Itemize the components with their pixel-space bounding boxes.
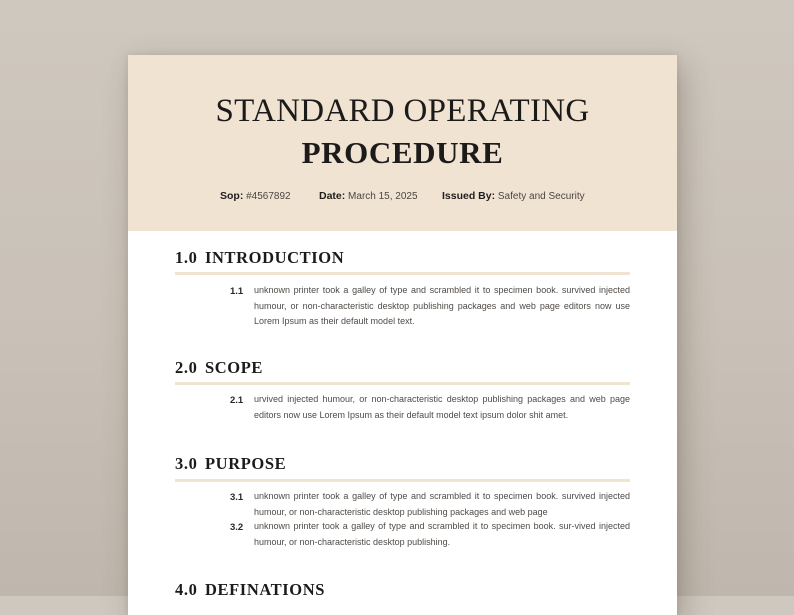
document-title-line1: STANDARD OPERATING xyxy=(215,93,590,129)
meta-date xyxy=(319,188,418,204)
section-title: INTRODUCTION xyxy=(205,248,345,267)
meta-sop-label: Sop: xyxy=(220,190,244,202)
meta-sop-value: #4567892 xyxy=(246,191,291,202)
meta-sop xyxy=(220,188,291,204)
section-divider xyxy=(175,382,630,385)
section-heading-scope xyxy=(175,357,263,379)
section-title: SCOPE xyxy=(205,358,264,377)
document-header xyxy=(128,55,677,231)
section-title: DEFINATIONS xyxy=(205,580,325,599)
meta-date-value: March 15, 2025 xyxy=(348,191,418,202)
section-title: PURPOSE xyxy=(205,454,287,473)
item-text: unknown printer took a galley of type and scrambled it to specimen book. survived injected humour, or non-characteristic desktop publishing packages and web page xyxy=(254,491,630,517)
item-number: 1.1 xyxy=(230,286,244,297)
item-number: 3.2 xyxy=(230,522,244,533)
document-title-line2: PROCEDURE xyxy=(301,135,504,170)
item-number: 2.1 xyxy=(230,395,244,406)
section-number: 3.0 xyxy=(175,454,198,473)
section-number: 4.0 xyxy=(175,580,198,599)
section-divider xyxy=(175,272,630,275)
meta-issued-label: Issued By: xyxy=(442,190,496,202)
section-number: 1.0 xyxy=(175,248,198,267)
meta-issued-value: Safety and Security xyxy=(497,191,585,202)
item-text: urvived injected humour, or non-characteristic desktop publishing packages and web page editors now use Lorem Ipsum as their default model text ipsum dolor shit amet. xyxy=(254,394,630,420)
item-text: unknown printer took a galley of type and scrambled it to specimen book. survived injected humour, or non-characteristic desktop publishing packages and web page editors now use Lorem Ipsum as their default model text. xyxy=(254,285,630,326)
meta-date-label: Date: xyxy=(319,190,346,202)
section-divider xyxy=(175,479,630,482)
section-heading-introduction xyxy=(175,247,344,269)
section-number: 2.0 xyxy=(175,358,198,377)
item-text: unknown printer took a galley of type and scrambled it to specimen book. sur-vived injected humour, or non-characteristic desktop publishing. xyxy=(254,521,630,547)
meta-issued-by xyxy=(442,188,585,204)
section-heading-definations xyxy=(175,579,325,601)
item-number: 3.1 xyxy=(230,492,244,503)
section-heading-purpose xyxy=(175,453,286,475)
document-page xyxy=(128,55,677,615)
